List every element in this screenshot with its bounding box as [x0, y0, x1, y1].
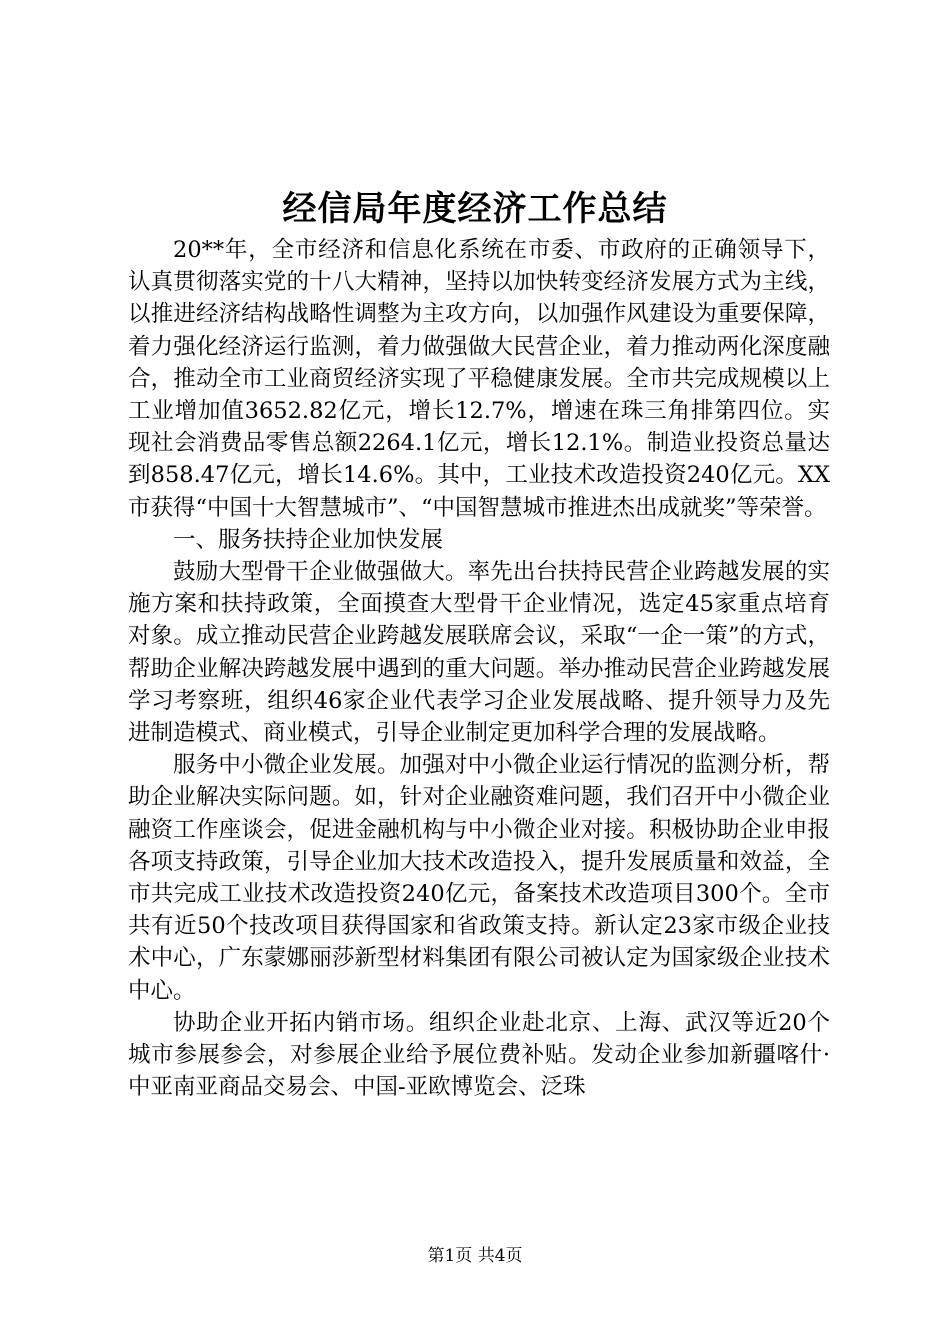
document-body [128, 234, 830, 1103]
paragraph-domestic-market: 协助企业开拓内销市场。组织企业赴北京、上海、武汉等近20个城市参展参会，对参展企业给予展位费补贴。发动企业参加新疆喀什·中亚南亚商品交易会、中国-亚欧博览会、泛珠 [128, 1009, 830, 1101]
paragraph-sme-development: 服务中小微企业发展。加强对中小微企业运行情况的监测分析，帮助企业解决实际问题。如，针对企业融资难问题，我们召开中小微企业融资工作座谈会，促进金融机构与中小微企业对接。积极协助企业申报各项支持政策，引导企业加大技术改造投入，提升发展质量和效益，全市共完成工业技术改造投资240亿元，备案技术改造项目300个。全市共有近50个技改项目获得国家和省政策支持。新认定23家市级企业技术中心，广东蒙娜丽莎新型材料集团有限公司被认定为国家级企业技术中心。 [128, 752, 830, 1004]
paragraph-intro: 20**年，全市经济和信息化系统在市委、市政府的正确领导下，认真贯彻落实党的十八大精神，坚持以加快转变经济发展方式为主线，以推进经济结构战略性调整为主攻方向，以加强作风建设为重要保障，着力强化经济运行监测，着力做强做大民营企业，着力推动两化深度融合，推动全市工业商贸经济实现了平稳健康发展。全市共完成规模以上工业增加值3652.82亿元，增长12.7%，增速在珠三角排第四位。实现社会消费品零售总额2264.1亿元，增长12.1%。制造业投资总量达到858.47亿元，增长14.6%。其中，工业技术改造投资240亿元。XX市获得“中国十大智慧城市”、“中国智慧城市推进杰出成就奖”等荣誉。 [128, 237, 830, 521]
page-indicator: 第1页 共4页 [427, 1246, 523, 1266]
document-title: 经信局年度经济工作总结 [282, 189, 668, 229]
paragraph-large-enterprises: 鼓励大型骨干企业做强做大。率先出台扶持民营企业跨越发展的实施方案和扶持政策，全面摸查大型骨干企业情况，选定45家重点培育对象。成立推动民营企业跨越发展联席会议，采取“一企一策”的方式，帮助企业解决跨越发展中遇到的重大问题。举办推动民营企业跨越发展学习考察班，组织46家企业代表学习企业发展战略、提升领导力及先进制造模式、商业模式，引导企业制定更加科学合理的发展战略。 [128, 559, 830, 747]
section-heading: 一、服务扶持企业加快发展 [173, 526, 444, 553]
